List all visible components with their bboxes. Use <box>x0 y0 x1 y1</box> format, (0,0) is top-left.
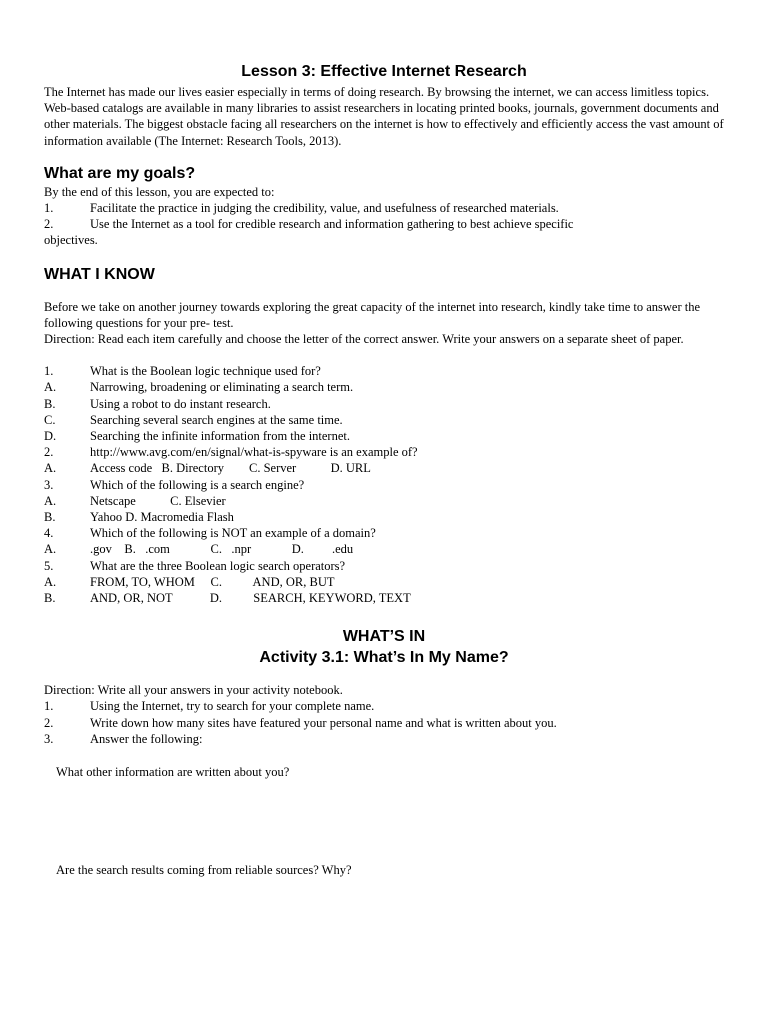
activity-text: Answer the following: <box>90 731 203 746</box>
what-i-know-heading: WHAT I KNOW <box>44 265 155 283</box>
quiz-label: A. <box>44 380 57 395</box>
goal-number: 2. <box>44 217 54 232</box>
goal-text: Use the Internet as a tool for credible research and information gathering to best achieve specific <box>90 217 574 232</box>
quiz-label: 1. <box>44 364 54 379</box>
quiz-text: FROM, TO, WHOM C. AND, OR, BUT <box>90 574 335 589</box>
goal-item <box>44 200 724 216</box>
activity-number: 2. <box>44 715 54 730</box>
quiz-text: Searching several search engines at the same time. <box>90 412 343 427</box>
pretest-paragraph: Before we take on another journey towards exploring the great capacity of the internet into research, kindly take time to answer the following questions for your pre- test. <box>44 299 701 330</box>
quiz-label: 3. <box>44 477 54 492</box>
quiz-text: Using a robot to do instant research. <box>90 396 271 411</box>
activity-title: Activity 3.1: What’s In My Name? <box>259 649 509 667</box>
quiz-row <box>44 541 724 557</box>
question-reliable-sources: Are the search results coming from reliable sources? Why? <box>56 863 352 878</box>
intro-paragraph: The Internet has made our lives easier especially in terms of doing research. By browsing the internet, we can access limitless topics. Web-based catalogs are available in many libraries to assist researchers in locating printed books, journals, government documents and other materials. The biggest obstacle facing all researchers on the internet is how to effectively and efficiently access the vast amount of information available (The Internet: Research Tools, 2013). <box>44 85 724 148</box>
document-page <box>44 62 724 879</box>
quiz-text: http://www.avg.com/en/signal/what-is-spyware is an example of? <box>90 445 418 460</box>
quiz-row <box>44 396 724 412</box>
quiz-row <box>44 574 724 590</box>
quiz-text: Searching the infinite information from the internet. <box>90 429 350 444</box>
activity-text: Write down how many sites have featured your personal name and what is written about you. <box>90 715 557 730</box>
quiz-label: B. <box>44 396 56 411</box>
quiz-text: Netscape C. Elsevier <box>90 493 226 508</box>
question-other-info: What other information are written about you? <box>56 765 290 780</box>
quiz-text: AND, OR, NOT D. SEARCH, KEYWORD, TEXT <box>90 591 411 606</box>
quiz-row <box>44 525 724 541</box>
goal-item <box>44 216 724 232</box>
quiz-label: 2. <box>44 445 54 460</box>
lesson-title: Lesson 3: Effective Internet Research <box>241 63 527 80</box>
activity-item <box>44 715 724 731</box>
activity-item <box>44 731 724 747</box>
quiz-label: A. <box>44 493 57 508</box>
activity-number: 3. <box>44 731 54 746</box>
quiz-text: Access code B. Directory C. Server D. URL <box>90 461 371 476</box>
quiz-label: A. <box>44 461 57 476</box>
quiz-row <box>44 493 724 509</box>
quiz-row <box>44 428 724 444</box>
quiz-row <box>44 379 724 395</box>
quiz-text: .gov B. .com C. .npr D. .edu <box>90 542 354 557</box>
quiz-label: A. <box>44 574 57 589</box>
quiz-row <box>44 412 724 428</box>
quiz-text: Narrowing, broadening or eliminating a search term. <box>90 380 354 395</box>
goals-lead: By the end of this lesson, you are expected to: <box>44 184 275 199</box>
quiz-row <box>44 460 724 476</box>
pretest-direction: Direction: Read each item carefully and choose the letter of the correct answer. Write your answers on a separate sheet of paper. <box>44 332 684 347</box>
quiz-row <box>44 363 724 379</box>
quiz-label: B. <box>44 510 56 525</box>
goals-heading: What are my goals? <box>44 164 196 182</box>
quiz-text: Which of the following is a search engine? <box>90 477 305 492</box>
quiz-text: Yahoo D. Macromedia Flash <box>90 510 234 525</box>
activity-text: Using the Internet, try to search for your complete name. <box>90 699 375 714</box>
quiz-label: A. <box>44 542 57 557</box>
quiz-text: What are the three Boolean logic search operators? <box>90 558 346 573</box>
quiz-list <box>44 363 724 606</box>
goal-number: 1. <box>44 201 54 216</box>
activity-direction: Direction: Write all your answers in your activity notebook. <box>44 683 343 698</box>
quiz-row <box>44 509 724 525</box>
quiz-label: B. <box>44 591 56 606</box>
quiz-label: 4. <box>44 526 54 541</box>
quiz-row <box>44 558 724 574</box>
quiz-text: What is the Boolean logic technique used for? <box>90 364 321 379</box>
quiz-label: D. <box>44 429 57 444</box>
quiz-row <box>44 477 724 493</box>
quiz-label: 5. <box>44 558 54 573</box>
goal-wrap-text: objectives. <box>44 233 98 248</box>
quiz-text: Which of the following is NOT an example of a domain? <box>90 526 376 541</box>
quiz-row <box>44 444 724 460</box>
quiz-label: C. <box>44 412 56 427</box>
goal-text: Facilitate the practice in judging the credibility, value, and usefulness of researched materials. <box>90 201 559 216</box>
activity-number: 1. <box>44 699 54 714</box>
whats-in-heading: WHAT’S IN <box>342 628 426 646</box>
activity-item <box>44 698 724 714</box>
quiz-row <box>44 590 724 606</box>
